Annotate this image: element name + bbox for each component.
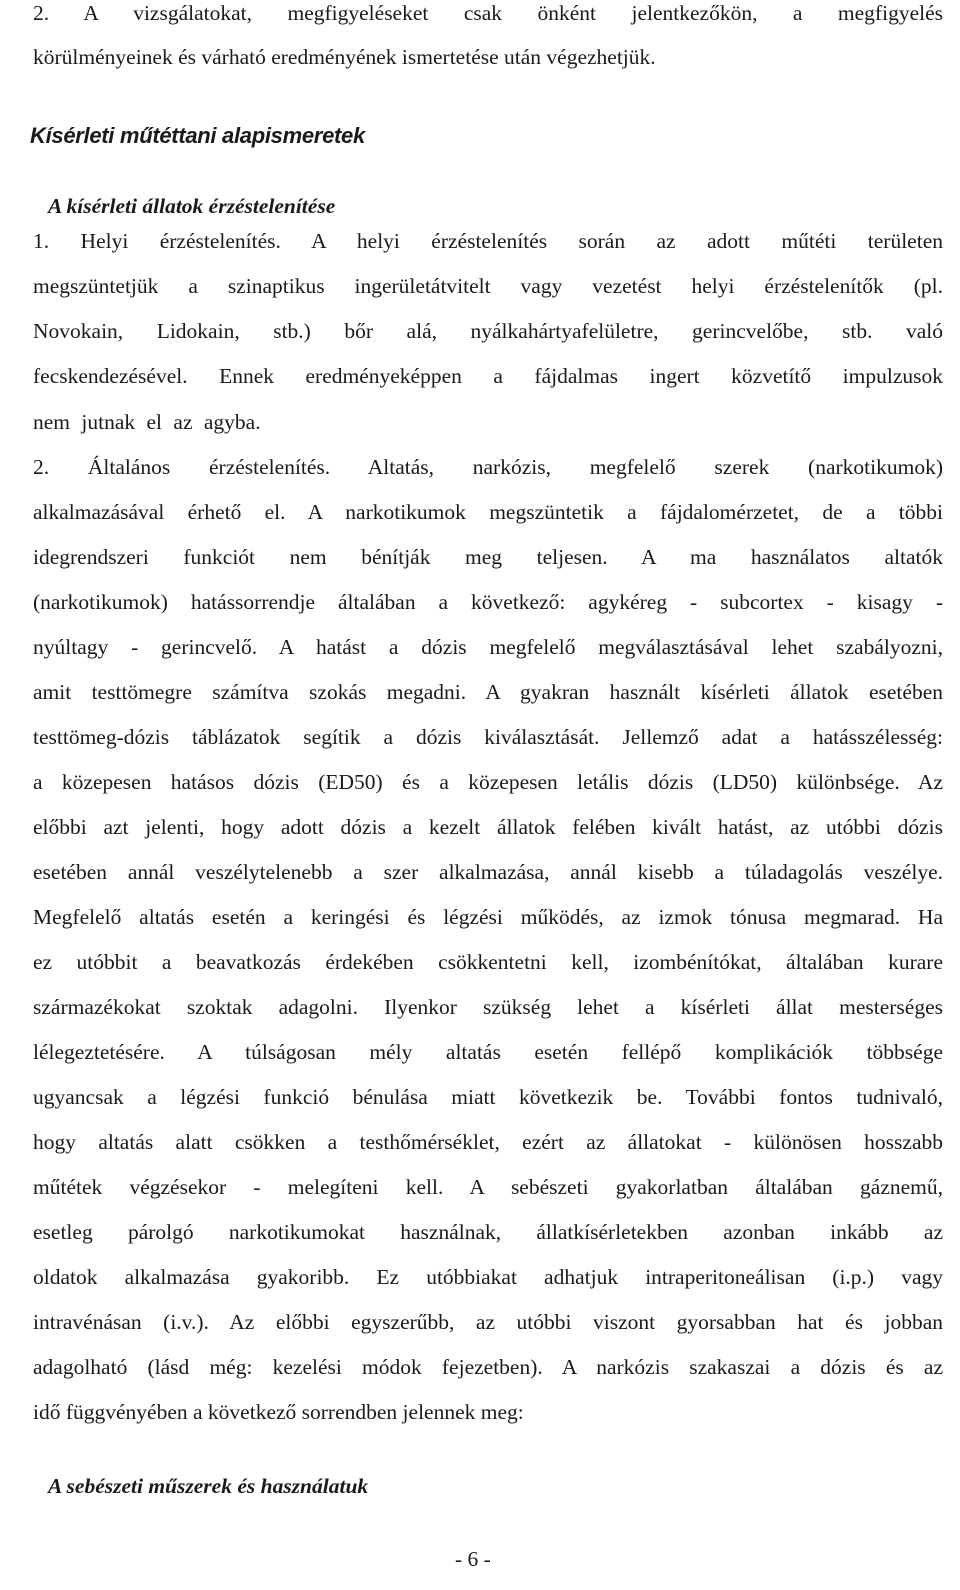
paragraph-line: testtömeg-dózis táblázatok segítik a dózis kiválasztását. Jellemző adat a hatásszélesség: xyxy=(33,725,943,749)
paragraph-line: esetében annál veszélytelenebb a szer alkalmazása, annál kisebb a túladagolás veszélye. xyxy=(33,860,943,884)
paragraph-line: fecskendezésével. Ennek eredményeképpen a fájdalmas ingert közvetítő impulzusok xyxy=(33,364,943,388)
paragraph-line: Megfelelő altatás esetén a keringési és légzési működés, az izmok tónusa megmarad. Ha xyxy=(33,905,943,929)
paragraph-line: lélegeztetésére. A túlságosan mély altatás esetén fellépő komplikációk többsége xyxy=(33,1040,943,1064)
paragraph-line: előbbi azt jelenti, hogy adott dózis a kezelt állatok felében kivált hatást, az utóbbi dózis xyxy=(33,815,943,839)
paragraph-line: idő függvényében a következő sorrendben jelennek meg: xyxy=(33,1400,524,1424)
intro-line: 2. A vizsgálatokat, megfigyeléseket csak önként jelentkezőkön, a megfigyelés xyxy=(33,1,943,25)
paragraph-line: megszüntetjük a szinaptikus ingerületátvitelt vagy vezetést helyi érzéstelenítők (pl. xyxy=(33,274,943,298)
paragraph-line: ez utóbbit a beavatkozás érdekében csökkentetni kell, izombénítókat, általában kurare xyxy=(33,950,943,974)
paragraph-line: (narkotikumok) hatássorrendje általában a következő: agykéreg - subcortex - kisagy - xyxy=(33,590,943,614)
paragraph-line: nyúltagy - gerincvelő. A hatást a dózis megfelelő megválasztásával lehet szabályozni, xyxy=(33,635,943,659)
subsection-title: A kísérleti állatok érzéstelenítése xyxy=(48,194,336,218)
paragraph-line: esetleg párolgó narkotikumokat használnak, állatkísérletekben azonban inkább az xyxy=(33,1220,943,1244)
paragraph-line: idegrendszeri funkciót nem bénítják meg teljesen. A ma használatos altatók xyxy=(33,545,943,569)
paragraph-line: nem jutnak el az agyba. xyxy=(33,410,261,434)
section-title: Kísérleti műtéttani alapismeretek xyxy=(30,123,365,148)
paragraph-line: ugyancsak a légzési funkció bénulása miatt következik be. További fontos tudnivaló, xyxy=(33,1085,943,1109)
next-section-heading: A sebészeti műszerek és használatuk xyxy=(48,1474,369,1498)
paragraph-line: alkalmazásával érhető el. A narkotikumok megszüntetik a fájdalomérzetet, de a többi xyxy=(33,500,943,524)
intro-line: körülményeinek és várható eredményének ismertetése után végezhetjük. xyxy=(33,45,656,69)
paragraph-line: oldatok alkalmazása gyakoribb. Ez utóbbiakat adhatjuk intraperitoneálisan (i.p.) vagy xyxy=(33,1265,943,1289)
paragraph-line: műtétek végzésekor - melegíteni kell. A sebészeti gyakorlatban általában gáznemű, xyxy=(33,1175,943,1199)
paragraph-line: 2. Általános érzéstelenítés. Altatás, narkózis, megfelelő szerek (narkotikumok) xyxy=(33,455,943,479)
paragraph-line: amit testtömegre számítva szokás megadni. A gyakran használt kísérleti állatok esetében xyxy=(33,680,943,704)
paragraph-line: intravénásan (i.v.). Az előbbi egyszerűbb, az utóbbi viszont gyorsabban hat és jobban xyxy=(33,1310,943,1334)
paragraph-line: hogy altatás alatt csökken a testhőmérséklet, ezért az állatokat - különösen hosszabb xyxy=(33,1130,943,1154)
paragraph-line: származékokat szoktak adagolni. Ilyenkor szükség lehet a kísérleti állat mesterséges xyxy=(33,995,943,1019)
paragraph-line: 1. Helyi érzéstelenítés. A helyi érzéstelenítés során az adott műtéti területen xyxy=(33,229,943,253)
paragraph-line: adagolható (lásd még: kezelési módok fejezetben). A narkózis szakaszai a dózis és az xyxy=(33,1355,943,1379)
paragraph-line: Novokain, Lidokain, stb.) bőr alá, nyálkahártyafelületre, gerincvelőbe, stb. való xyxy=(33,319,943,343)
paragraph-line: a közepesen hatásos dózis (ED50) és a közepesen letális dózis (LD50) különbsége. Az xyxy=(33,770,943,794)
page-number: - 6 - xyxy=(455,1547,491,1571)
